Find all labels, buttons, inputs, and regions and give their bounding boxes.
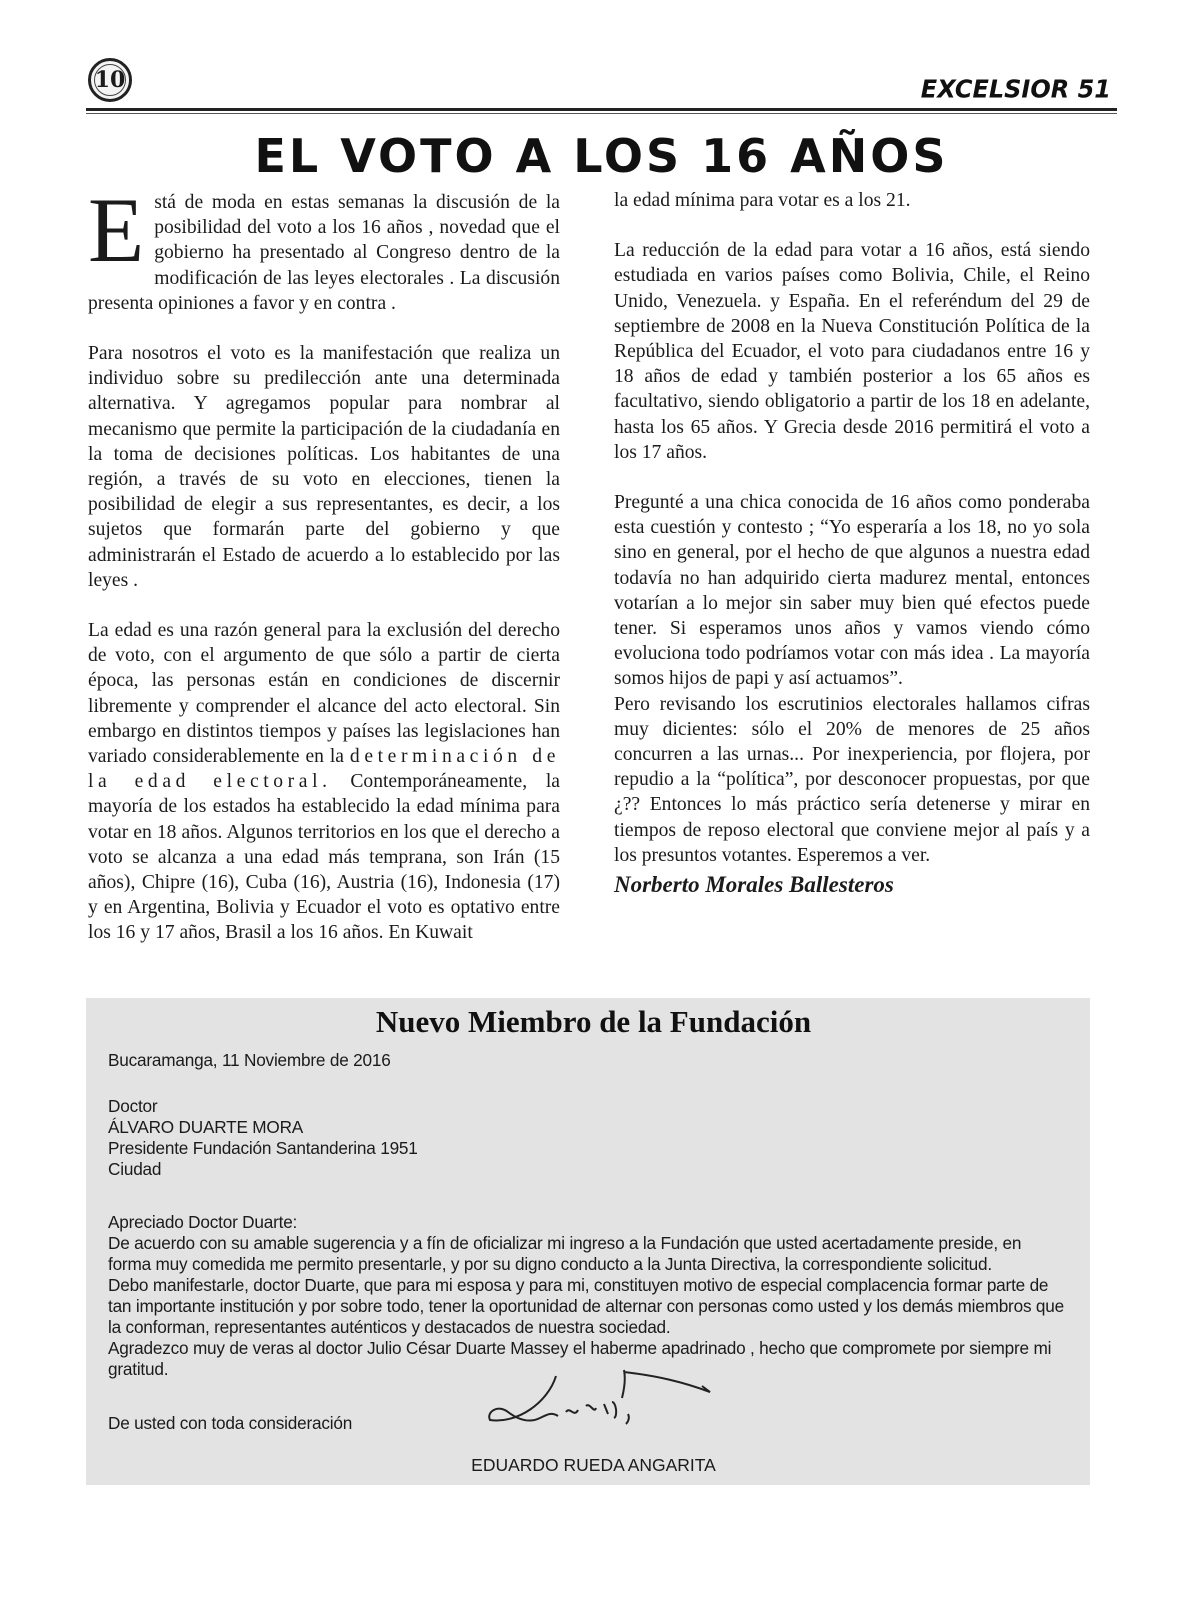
masthead: EXCELSIOR 51 <box>920 74 1111 104</box>
letter-closing: De usted con toda consideración <box>108 1413 353 1433</box>
page-number-badge <box>88 58 132 102</box>
page-number: 10 <box>94 67 126 93</box>
drop-cap: E <box>88 179 145 281</box>
letter-paragraph: Debo manifestarle, doctor Duarte, que para mi esposa y para mi, constituyen motivo de especial complacencia formar parte de tan importante institución y por sobre todo, tener la oportunidad de alternar con personas como usted y los demás miembros que la conforman, representantes auténticos y destacados de nuestra sociedad. <box>108 1275 1064 1337</box>
header-rule <box>86 108 1117 114</box>
recipient-role: Presidente Fundación Santanderina 1951 <box>108 1138 418 1158</box>
letter-paragraph: Agradezco muy de veras al doctor Julio César Duarte Massey el haberme apadrinado , hecho que compromete por siempre mi gratitud. <box>108 1338 1052 1379</box>
handwritten-signature <box>478 1362 718 1442</box>
article-author: Norberto Morales Ballesteros <box>614 872 894 898</box>
article-paragraph: Pero revisando los escrutinios electorales hallamos cifras muy dicientes: sólo el 20% de menores de 25 años concurren a las urnas... Por inexperiencia, por flojera, por repudio a la “política”, por desconocer propuestas, por que ¿?? Entonces lo más práctico sería detenerse y mirar en tiempos de reposo electoral que conviene mejor al país y a los presuntos votantes. Esperemos a ver. <box>614 693 1090 866</box>
letter-body <box>108 1212 1068 1380</box>
letter-date: Bucaramanga, 11 Noviembre de 2016 <box>108 1050 391 1070</box>
recipient-name: ÁLVARO DUARTE MORA <box>108 1117 304 1137</box>
article-paragraph: La edad es una razón general para la exclusión del derecho de voto, con el argumento de que sólo a partir de cierta época, las personas están en condiciones de discernir libremente y comprender el alcance del acto electoral. Sin embargo en distintos tiempos y países las legislaciones han variado considerablemente en la determinación de la edad electoral. Contemporáneamente, la mayoría de los estados ha establecido la edad mínima para votar en 18 años. Algunos territorios en los que el derecho a voto se alcanza a una edad más temprana, son Irán (15 años), Chipre (16), Cuba (16), Austria (16), Indonesia (17) y en Argentina, Bolivia y Ecuador el voto es optativo entre los 16 y 17 años, Brasil a los 16 años. En Kuwait <box>88 620 560 944</box>
article-paragraph: Está de moda en estas semanas la discusión de la posibilidad del voto a los 16 años , novedad que el gobierno ha presentado al Congreso dentro de la modificación de las leyes electorales . La discusión presenta opiniones a favor y en contra . <box>88 179 560 314</box>
article-column-right <box>614 188 1090 897</box>
letter-recipient <box>108 1096 1068 1180</box>
letter-paragraph: De acuerdo con su amable sugerencia y a fín de oficializar mi ingreso a la Fundación que usted acertadamente preside, en forma muy comedida me permito presentarle, y por su digno conducto a la Junta Directiva, la correspondiente solicitud. <box>108 1233 1022 1274</box>
letter-title: Nuevo Miembro de la Fundación <box>375 1004 812 1039</box>
letter-signer: EDUARDO RUEDA ANGARITA <box>471 1455 716 1475</box>
article-paragraph: Pregunté a una chica conocida de 16 años como ponderaba esta cuestión y contesto ; “Yo esperaría a los 18, no yo sola sino en general, por el hecho de que algunos a nuestra edad todavía no han adquirido cierta madurez mental, entonces votarían a lo mejor sin saber muy bien qué efectos puede tener. Si esperamos unos años y vamos viendo cómo evoluciona todo podríamos votar con más idea . La mayoría somos hijos de papi y así actuamos”. <box>614 492 1090 690</box>
recipient-title: Doctor <box>108 1096 158 1116</box>
article-title: EL VOTO A LOS 16 AÑOS <box>254 129 949 183</box>
article-paragraph: la edad mínima para votar es a los 21. <box>614 190 911 211</box>
letter-salutation: Apreciado Doctor Duarte: <box>108 1212 298 1232</box>
article-paragraph: Para nosotros el voto es la manifestación que realiza un individuo sobre su predilección ante una determinada alternativa. Y agregamos popular para nombrar al mecanismo que permite la participación de la ciudadanía en la toma de decisiones políticas. Los habitantes de una región, a través de su voto en elecciones, tienen la posibilidad de elegir a sus representantes, es decir, a los sujetos que formarán parte del gobierno y que administrarán el Estado de acuerdo a lo establecido por las leyes . <box>88 343 560 591</box>
article-column-left <box>88 179 560 946</box>
article-paragraph: La reducción de la edad para votar a 16 años, está siendo estudiada en varios países como Bolivia, Chile, el Reino Unido, Venezuela. y España. En el referéndum del 29 de septiembre de 2008 en la Nueva Constitución Política de la República del Ecuador, el voto para ciudadanos entre 16 y 18 años de edad y también posterior a los 65 años es facultativo, siendo obligatorio a partir de los 18 en adelante, hasta los 65 años. Y Grecia desde 2016 permitirá el voto a los 17 años. <box>614 240 1090 463</box>
recipient-city: Ciudad <box>108 1159 162 1179</box>
